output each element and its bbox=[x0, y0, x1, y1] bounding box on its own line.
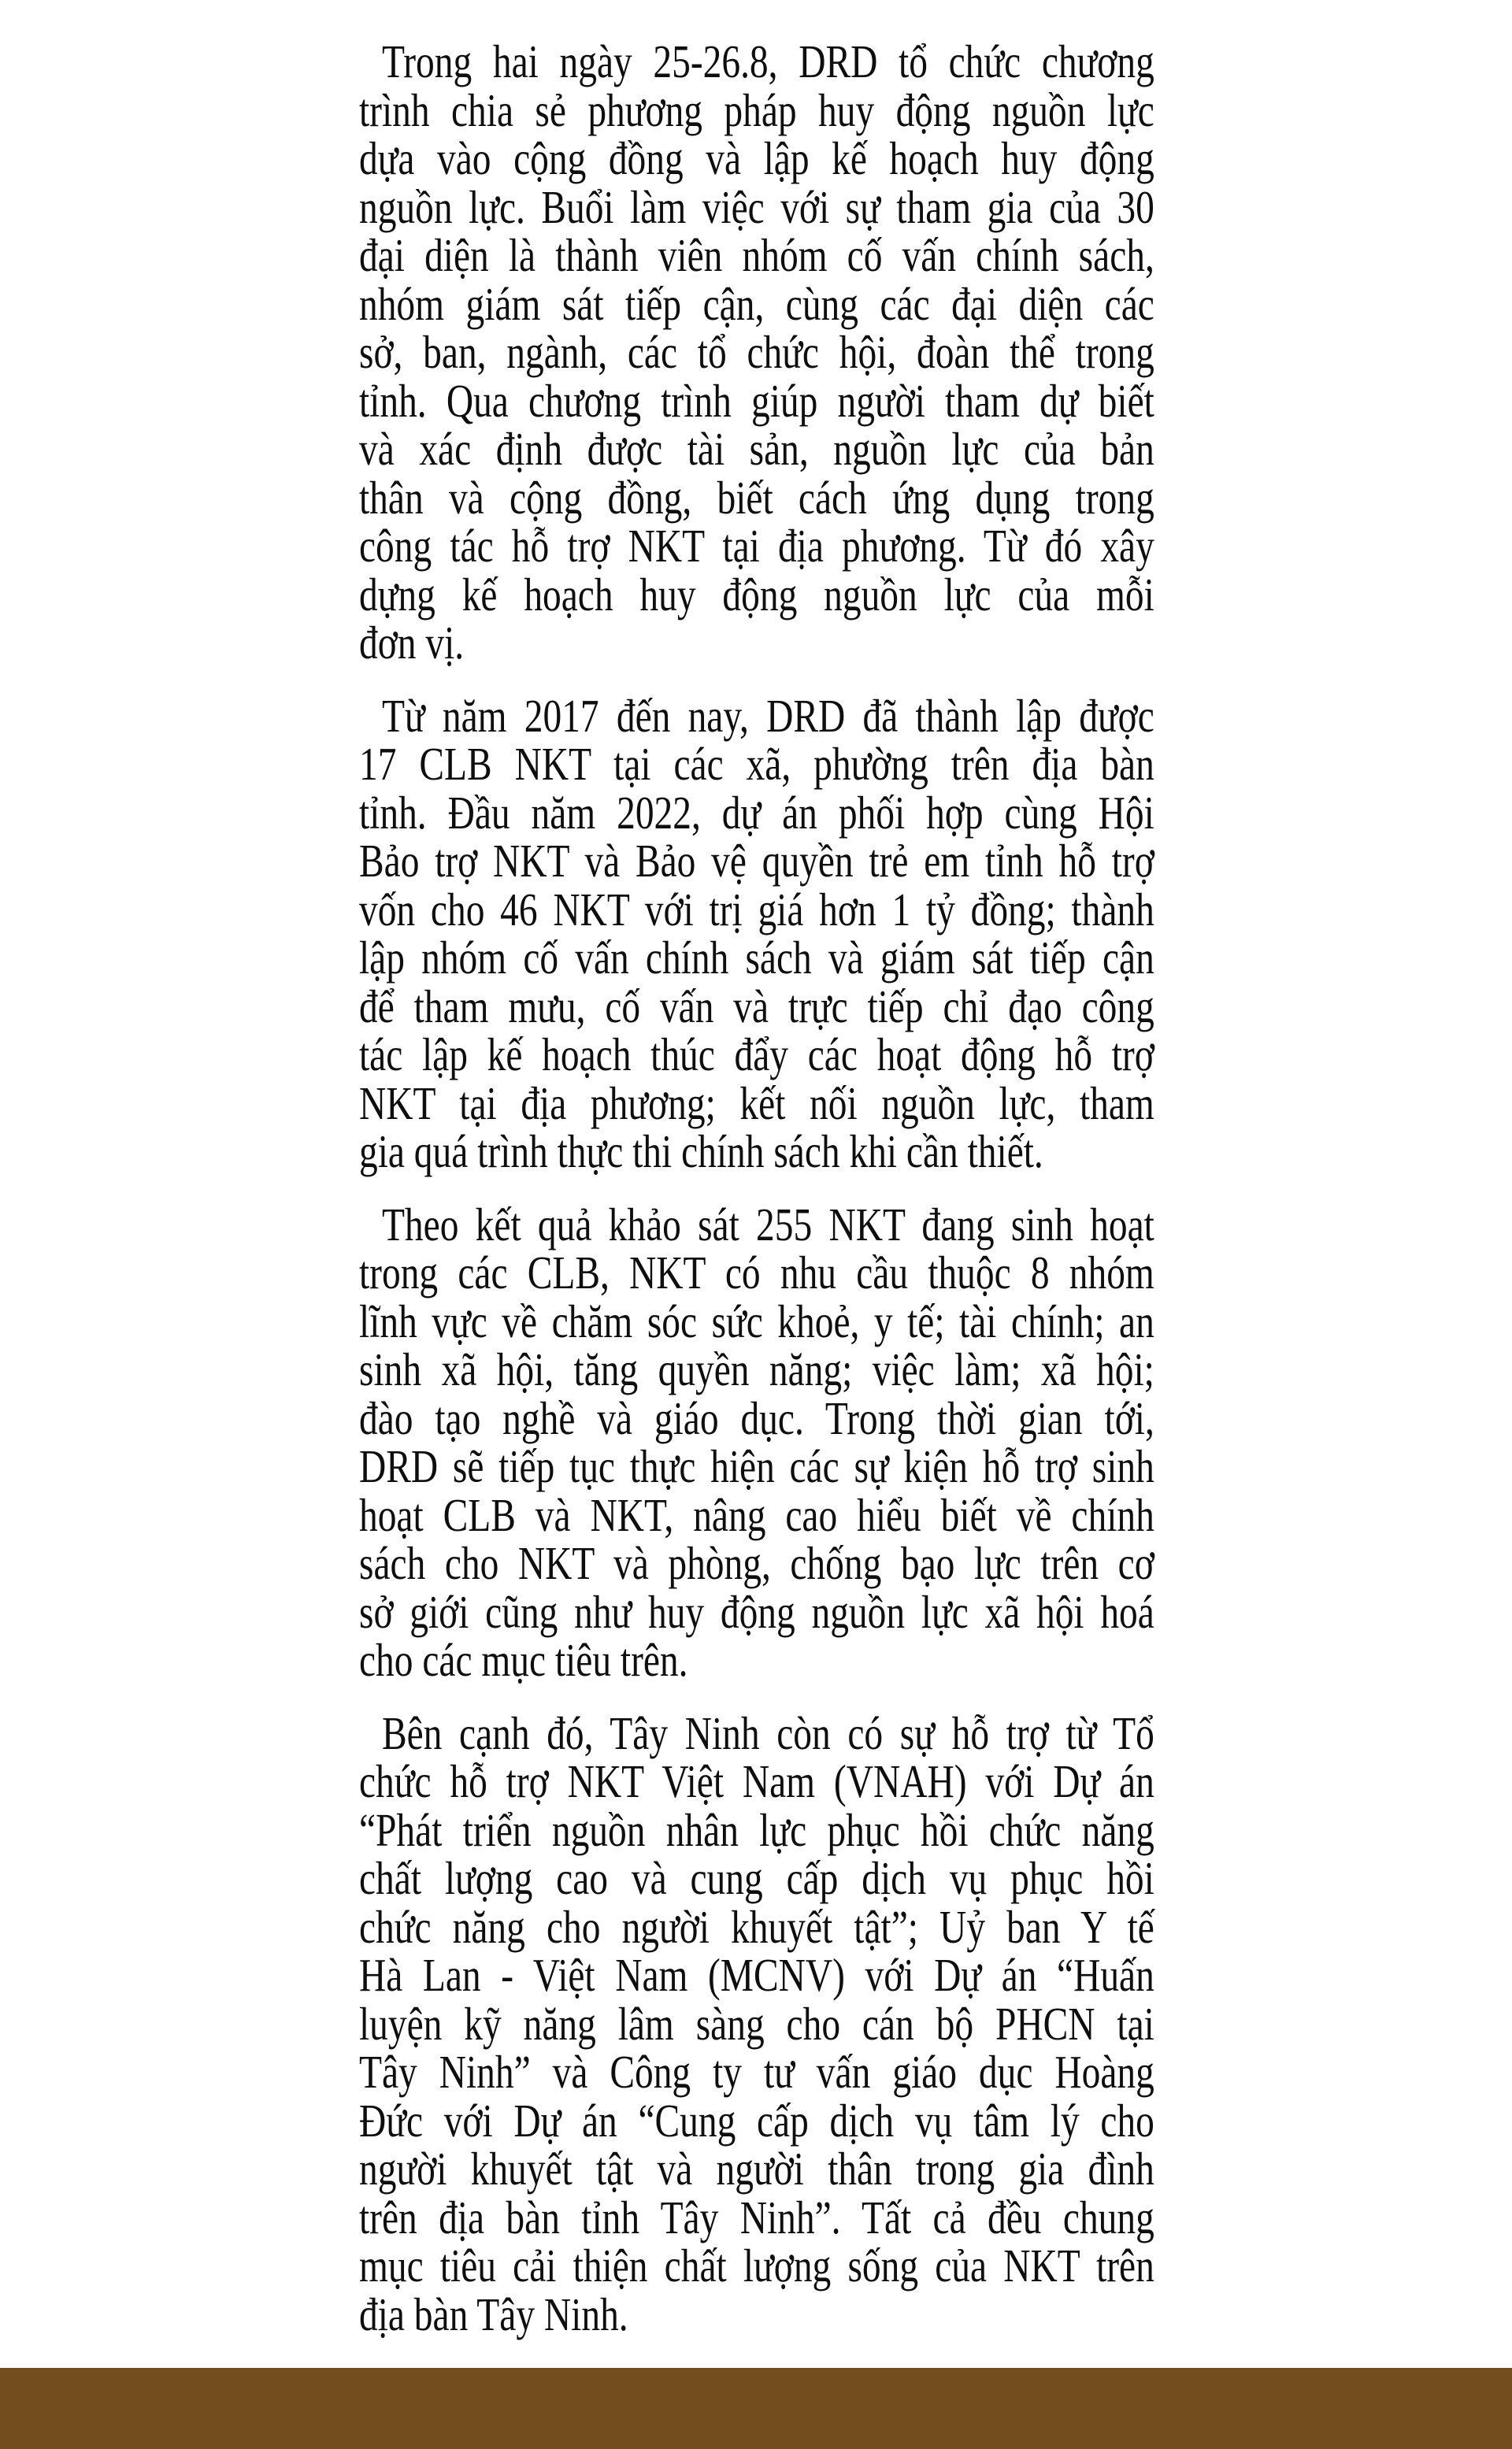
text-line: dựng kế hoạch huy động nguồn lực của mỗi bbox=[359, 568, 1154, 621]
text-line: trên địa bàn tỉnh Tây Ninh”. Tất cả đều chung bbox=[359, 2191, 1154, 2243]
paragraph bbox=[359, 689, 1154, 1177]
text-line: chức hỗ trợ NKT Việt Nam (VNAH) với Dự án bbox=[359, 1755, 1154, 1807]
text-line: Trong hai ngày 25-26.8, DRD tổ chức chương bbox=[381, 35, 1154, 87]
text-line: 17 CLB NKT tại các xã, phường trên địa bàn bbox=[359, 738, 1154, 790]
text-line: sở, ban, ngành, các tổ chức hội, đoàn thể trong bbox=[359, 326, 1154, 378]
text-line: tỉnh. Đầu năm 2022, dự án phối hợp cùng Hội bbox=[359, 786, 1154, 839]
text-line: nguồn lực. Buổi làm việc với sự tham gia của 30 bbox=[359, 180, 1154, 233]
text-line: trong các CLB, NKT có nhu cầu thuộc 8 nhóm bbox=[359, 1247, 1154, 1299]
text-line: NKT tại địa phương; kết nối nguồn lực, tham bbox=[359, 1076, 1154, 1129]
text-line: tỉnh. Qua chương trình giúp người tham dự biết bbox=[359, 374, 1154, 427]
text-line: thân và cộng đồng, biết cách ứng dụng trong bbox=[359, 471, 1154, 524]
text-line: để tham mưu, cố vấn và trực tiếp chỉ đạo công bbox=[359, 980, 1154, 1032]
text-line: đại diện là thành viên nhóm cố vấn chính sách, bbox=[359, 229, 1154, 281]
text-line: Bên cạnh đó, Tây Ninh còn có sự hỗ trợ từ Tổ bbox=[381, 1706, 1154, 1759]
text-line: sinh xã hội, tăng quyền năng; việc làm; xã hội; bbox=[359, 1343, 1154, 1395]
text-line: sở giới cũng như huy động nguồn lực xã hội hoá bbox=[359, 1585, 1154, 1638]
text-line: địa bàn Tây Ninh. bbox=[359, 2288, 628, 2340]
text-line: “Phát triển nguồn nhân lực phục hồi chức năng bbox=[359, 1803, 1154, 1856]
text-line: tác lập kế hoạch thúc đẩy các hoạt động hỗ trợ bbox=[359, 1028, 1154, 1080]
text-line: đào tạo nghề và giáo dục. Trong thời gian tới, bbox=[359, 1391, 1154, 1444]
text-line: Đức với Dự án “Cung cấp dịch vụ tâm lý cho bbox=[359, 2094, 1154, 2147]
text-line: chức năng cho người khuyết tật”; Uỷ ban Y tế bbox=[359, 1900, 1154, 1953]
paragraph bbox=[359, 1198, 1154, 1686]
text-line: sách cho NKT và phòng, chống bạo lực trên cơ bbox=[359, 1537, 1154, 1589]
paragraph bbox=[359, 1706, 1154, 2340]
text-line: lập nhóm cố vấn chính sách và giám sát tiếp cận bbox=[359, 932, 1154, 984]
text-line: Từ năm 2017 đến nay, DRD đã thành lập được bbox=[381, 689, 1154, 742]
text-line: và xác định được tài sản, nguồn lực của bản bbox=[359, 423, 1154, 475]
text-line: nhóm giám sát tiếp cận, cùng các đại diện các bbox=[359, 277, 1154, 330]
text-line: cho các mục tiêu trên. bbox=[359, 1634, 688, 1686]
text-line: dựa vào cộng đồng và lập kế hoạch huy động bbox=[359, 132, 1154, 184]
text-line: mục tiêu cải thiện chất lượng sống của NKT trên bbox=[359, 2240, 1154, 2292]
text-line: Bảo trợ NKT và Bảo vệ quyền trẻ em tỉnh hỗ trợ bbox=[359, 835, 1154, 887]
text-line: gia quá trình thực thi chính sách khi cần thiết. bbox=[359, 1125, 1043, 1177]
text-line: vốn cho 46 NKT với trị giá hơn 1 tỷ đồng; thành bbox=[359, 883, 1154, 936]
text-line: trình chia sẻ phương pháp huy động nguồn lực bbox=[359, 83, 1154, 136]
text-line: Hà Lan - Việt Nam (MCNV) với Dự án “Huấn bbox=[359, 1949, 1154, 2001]
paragraph bbox=[359, 35, 1154, 669]
text-line: luyện kỹ năng lâm sàng cho cán bộ PHCN tại bbox=[359, 1997, 1154, 2050]
text-line: công tác hỗ trợ NKT tại địa phương. Từ đó xây bbox=[359, 520, 1154, 572]
text-line: hoạt CLB và NKT, nâng cao hiểu biết về chính bbox=[359, 1488, 1154, 1541]
text-line: người khuyết tật và người thân trong gia đình bbox=[359, 2143, 1154, 2195]
text-line: chất lượng cao và cung cấp dịch vụ phục hồi bbox=[359, 1852, 1154, 1904]
text-line: Theo kết quả khảo sát 255 NKT đang sinh hoạt bbox=[381, 1198, 1154, 1250]
text-line: đơn vị. bbox=[359, 617, 465, 669]
footer-bar bbox=[0, 2368, 1512, 2449]
text-line: Tây Ninh” và Công ty tư vấn giáo dục Hoàng bbox=[359, 2046, 1154, 2098]
text-line: DRD sẽ tiếp tục thực hiện các sự kiện hỗ trợ sinh bbox=[359, 1440, 1154, 1492]
article-body bbox=[359, 0, 1154, 2363]
text-line: lĩnh vực về chăm sóc sức khoẻ, y tế; tài chính; an bbox=[359, 1295, 1154, 1347]
